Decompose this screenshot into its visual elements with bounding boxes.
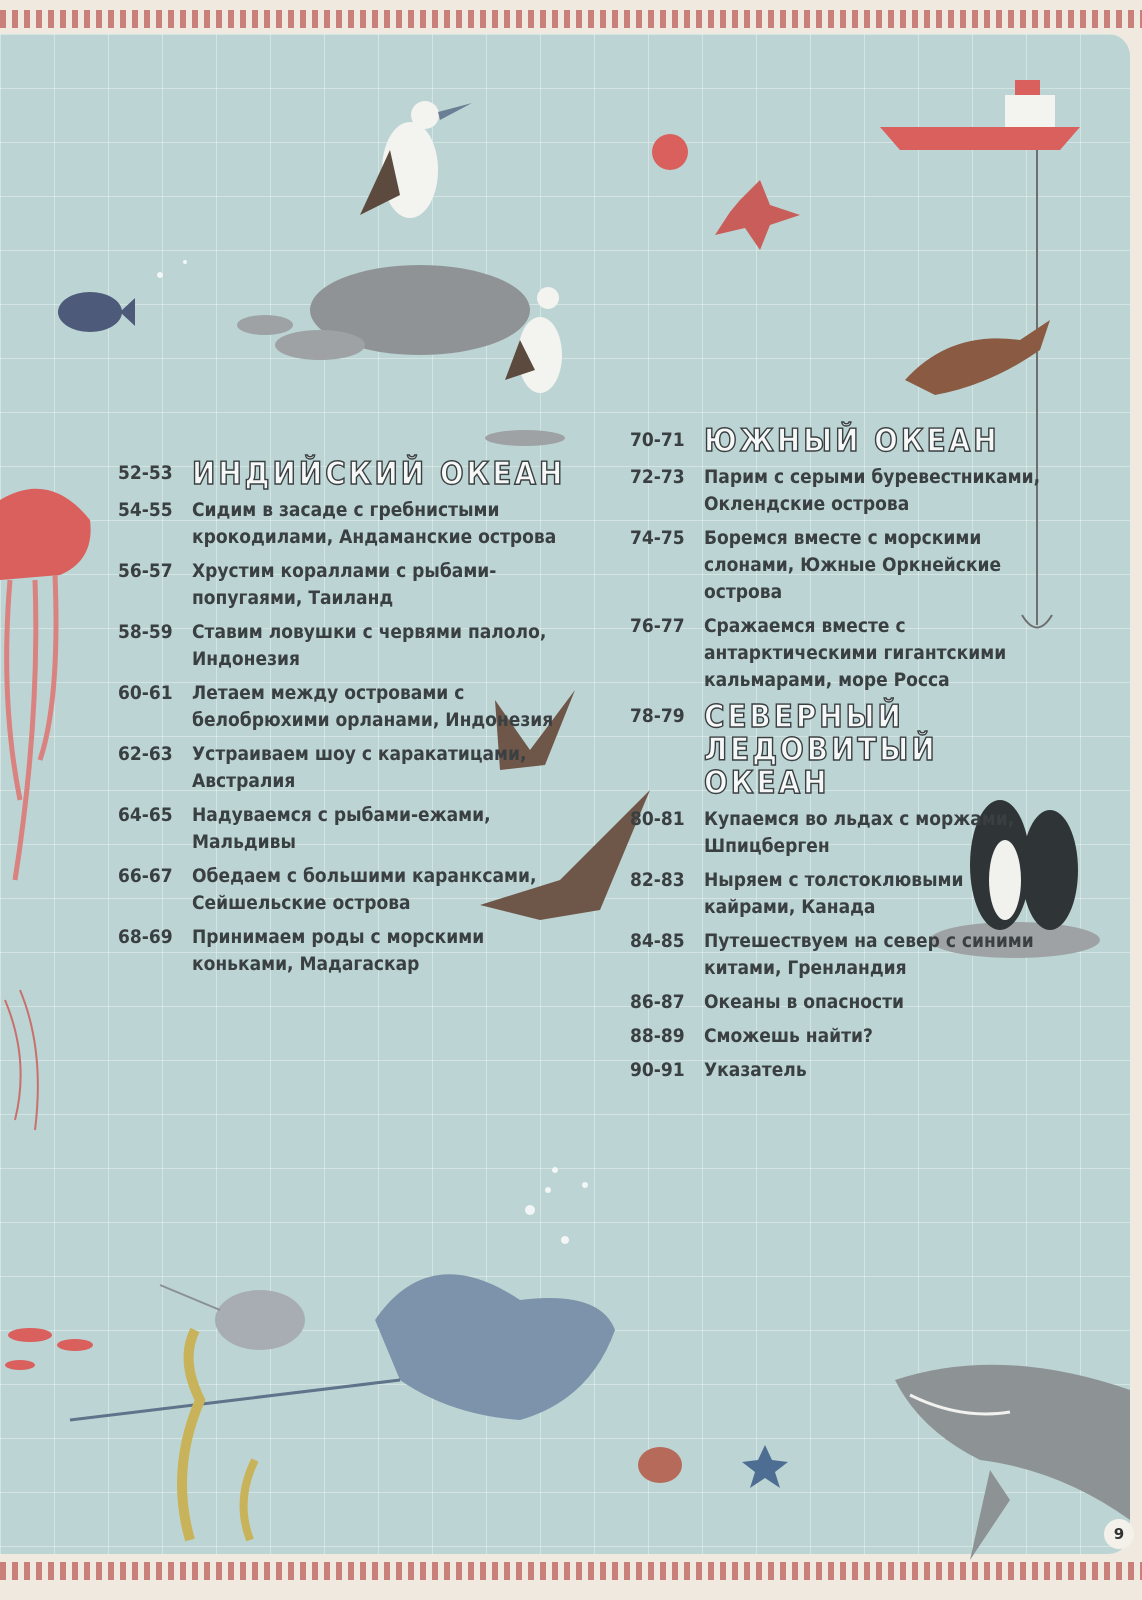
shell-illustration	[638, 1445, 788, 1488]
toc-entry	[118, 924, 573, 978]
toc-entry-text: Сможешь найти?	[704, 1025, 873, 1047]
booby-birds-illustration	[237, 101, 565, 446]
page-number: 9	[1104, 1519, 1134, 1549]
toc-entry-text: Надуваемся с рыбами-ежами, Мальдивы	[192, 804, 491, 853]
toc-page-range: 74-75	[630, 527, 685, 549]
seaweed-illustration	[182, 1330, 255, 1540]
toc-entry-text: Хрустим кораллами с рыбами-попугаями, Таиланд	[192, 560, 497, 609]
toc-entry-text: Путешествуем на север с синими китами, Гренландия	[704, 930, 1034, 979]
toc-page-range: 86-87	[630, 991, 685, 1013]
shark-illustration	[895, 1365, 1130, 1560]
toc-page-range: 62-63	[118, 743, 173, 765]
toc-page-range: 70-71	[630, 429, 685, 451]
toc-page-range: 78-79	[630, 705, 685, 727]
ocean-title: ЮЖНЫЙ ОКЕАН	[704, 423, 1000, 459]
toc-entry-text: Ставим ловушки с червями палоло, Индонезия	[192, 621, 547, 670]
ocean-heading	[118, 458, 573, 491]
toc-page-range: 60-61	[118, 682, 173, 704]
toc-page-range: 52-53	[118, 462, 173, 484]
toc-entry	[630, 1057, 1050, 1084]
toc-entry	[630, 613, 1050, 694]
toc-entry	[630, 806, 1050, 860]
toc-entry-text: Боремся вместе с морскими слонами, Южные Оркнейские острова	[704, 527, 1002, 603]
decorative-border-bottom	[0, 1562, 1142, 1580]
toc-entry-text: Летаем между островами с белобрюхими орланами, Индонезия	[192, 682, 554, 731]
toc-entry	[630, 989, 1050, 1016]
toc-left-column	[118, 458, 573, 985]
toc-page-range: 64-65	[118, 804, 173, 826]
toc-entry-text: Парим с серыми буревестниками, Оклендские острова	[704, 466, 1041, 515]
ocean-heading	[630, 425, 1050, 458]
toc-page-range: 88-89	[630, 1025, 685, 1047]
toc-page-range: 82-83	[630, 869, 685, 891]
toc-entry	[118, 619, 573, 673]
toc-entry	[118, 802, 573, 856]
toc-page-range: 58-59	[118, 621, 173, 643]
toc-entry	[118, 863, 573, 917]
toc-page-range: 80-81	[630, 808, 685, 830]
jellyfish-illustration	[0, 489, 91, 1130]
toc-entry-text: Обедаем с большими каранксами, Сейшельские острова	[192, 865, 537, 914]
red-fish-illustration	[5, 1328, 93, 1370]
toc-page-range: 66-67	[118, 865, 173, 887]
toc-page-range: 76-77	[630, 615, 685, 637]
sea-lion-illustration	[905, 320, 1050, 395]
toc-entry	[118, 680, 573, 734]
toc-page-range: 56-57	[118, 560, 173, 582]
starfish-illustration	[652, 134, 800, 250]
toc-right-column	[630, 425, 1050, 1091]
toc-page-range: 54-55	[118, 499, 173, 521]
toc-entry-text: Устраиваем шоу с каракатицами, Австралия	[192, 743, 527, 792]
toc-page-range: 72-73	[630, 466, 685, 488]
toc-page-range: 84-85	[630, 930, 685, 952]
toc-entry-text: Ныряем с толстоклювыми кайрами, Канада	[704, 869, 964, 918]
toc-entry-text: Принимаем роды с морскими коньками, Мадагаскар	[192, 926, 485, 975]
ocean-title: СЕВЕРНЫЙ ЛЕДОВИТЫЙ ОКЕАН	[704, 699, 938, 801]
toc-entry	[630, 928, 1050, 982]
toc-entry-text: Сражаемся вместе с антарктическими гигантскими кальмарами, море Росса	[704, 615, 1007, 691]
ocean-title: ИНДИЙСКИЙ ОКЕАН	[192, 456, 566, 492]
toc-entry	[118, 497, 573, 551]
toc-entry	[118, 558, 573, 612]
toc-entry	[630, 867, 1050, 921]
toc-entry	[630, 464, 1050, 518]
toc-entry	[118, 741, 573, 795]
toc-entry	[630, 1023, 1050, 1050]
toc-page-range: 90-91	[630, 1059, 685, 1081]
ocean-heading	[630, 701, 1050, 800]
angelfish-illustration	[58, 292, 135, 332]
stingray-illustration	[70, 1274, 615, 1420]
toc-entry-text: Океаны в опасности	[704, 991, 905, 1013]
toc-page-range: 68-69	[118, 926, 173, 948]
toc-entry-text: Указатель	[704, 1059, 807, 1081]
toc-entry-text: Сидим в засаде с гребнистыми крокодилами, Андаманские острова	[192, 499, 557, 548]
toc-entry	[630, 525, 1050, 606]
toc-entry-text: Купаемся во льдах с моржами, Шпицберген	[704, 808, 1015, 857]
